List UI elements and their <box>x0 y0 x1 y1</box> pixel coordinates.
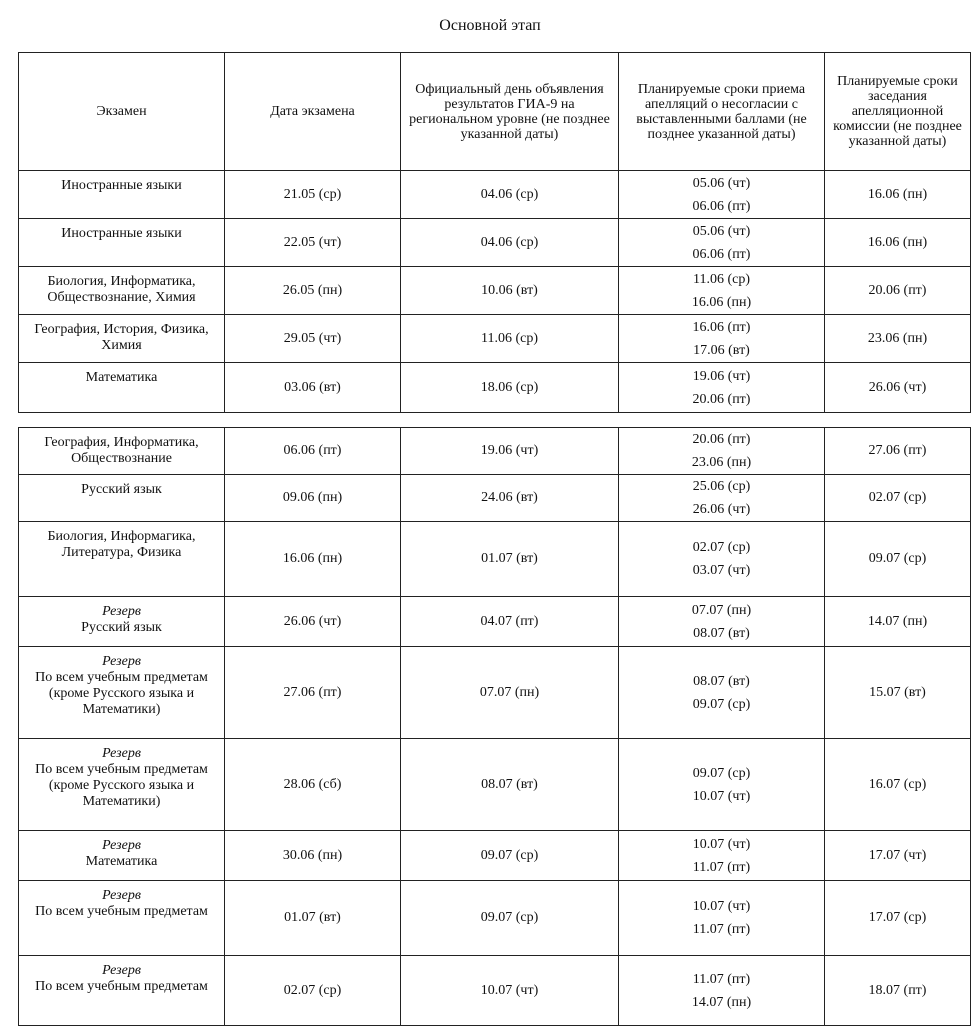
appeal-dates <box>619 522 825 597</box>
commission-date: 16.06 (пн) <box>825 171 971 219</box>
table-row <box>19 171 971 219</box>
header-results-day: Официальный день объявления результатов ГИА-9 на региональном уровне (не позднее указанной даты) <box>401 53 619 171</box>
appeal-dates <box>619 597 825 647</box>
appeal-date-2: 20.06 (пт) <box>692 391 751 407</box>
exam-subjects: По всем учебным предметам <box>35 979 208 994</box>
appeal-date-2: 03.07 (чт) <box>692 563 751 578</box>
exam-cell <box>19 219 225 267</box>
table-row <box>19 831 971 881</box>
appeal-date-1: 11.06 (ср) <box>692 271 751 287</box>
exam-date: 28.06 (сб) <box>225 739 401 831</box>
commission-date: 17.07 (ср) <box>825 881 971 956</box>
exam-date: 27.06 (пт) <box>225 647 401 739</box>
commission-date: 02.07 (ср) <box>825 475 971 522</box>
table-row <box>19 475 971 522</box>
appeal-date-2: 09.07 (ср) <box>692 696 751 712</box>
exam-subjects: География, Информатика, Обществознание <box>44 435 199 466</box>
table-row <box>19 428 971 475</box>
appeal-date-1: 05.06 (чт) <box>692 175 751 191</box>
exam-cell <box>19 315 225 363</box>
exam-subjects: По всем учебным предметам <box>35 904 208 919</box>
appeal-date-2: 26.06 (чт) <box>692 502 751 517</box>
exam-cell <box>19 881 225 956</box>
exam-subjects: Математика <box>85 854 158 869</box>
page-title: Основной этап <box>439 17 541 34</box>
table-row <box>19 647 971 739</box>
exam-subjects: По всем учебным предметам (кроме Русского языка и Математики) <box>35 762 208 809</box>
exam-subjects: Русский язык <box>81 482 162 497</box>
reserve-label: Резерв <box>102 746 141 761</box>
exam-cell <box>19 171 225 219</box>
exam-date: 29.05 (чт) <box>225 315 401 363</box>
exam-cell <box>19 267 225 315</box>
exam-date: 26.05 (пн) <box>225 267 401 315</box>
results-date: 11.06 (ср) <box>401 315 619 363</box>
schedule-table-continued <box>18 427 971 1026</box>
commission-date: 20.06 (пт) <box>825 267 971 315</box>
results-date: 08.07 (вт) <box>401 739 619 831</box>
exam-date: 21.05 (ср) <box>225 171 401 219</box>
reserve-label: Резерв <box>102 888 141 903</box>
exam-cell <box>19 363 225 413</box>
appeal-dates <box>619 219 825 267</box>
appeal-date-2: 06.06 (пт) <box>692 198 751 214</box>
exam-date: 09.06 (пн) <box>225 475 401 522</box>
results-date: 10.07 (чт) <box>401 956 619 1026</box>
appeal-dates <box>619 831 825 881</box>
commission-date: 14.07 (пн) <box>825 597 971 647</box>
exam-cell <box>19 647 225 739</box>
appeal-date-1: 10.07 (чт) <box>692 899 751 914</box>
results-date: 04.07 (пт) <box>401 597 619 647</box>
commission-date: 09.07 (ср) <box>825 522 971 597</box>
results-date: 01.07 (вт) <box>401 522 619 597</box>
appeal-dates <box>619 881 825 956</box>
results-date: 09.07 (ср) <box>401 831 619 881</box>
appeal-dates <box>619 475 825 522</box>
appeal-date-2: 11.07 (пт) <box>692 922 751 937</box>
commission-date: 16.06 (пн) <box>825 219 971 267</box>
exam-date: 22.05 (чт) <box>225 219 401 267</box>
reserve-label: Резерв <box>102 963 141 978</box>
appeal-dates <box>619 267 825 315</box>
exam-date: 01.07 (вт) <box>225 881 401 956</box>
results-date: 04.06 (ср) <box>401 171 619 219</box>
results-date: 18.06 (ср) <box>401 363 619 413</box>
appeal-date-1: 20.06 (пт) <box>692 432 751 447</box>
exam-cell <box>19 831 225 881</box>
appeal-date-1: 05.06 (чт) <box>692 223 751 239</box>
exam-date: 16.06 (пн) <box>225 522 401 597</box>
results-date: 04.06 (ср) <box>401 219 619 267</box>
header-appeal-dates: Планируемые сроки приема апелляций о несогласии с выставленными баллами (не позднее указанной даты) <box>619 53 825 171</box>
appeal-date-1: 16.06 (пт) <box>692 319 751 335</box>
results-date: 19.06 (чт) <box>401 428 619 475</box>
commission-date: 15.07 (вт) <box>825 647 971 739</box>
table-header-row <box>19 53 971 171</box>
exam-date: 30.06 (пн) <box>225 831 401 881</box>
appeal-dates <box>619 739 825 831</box>
exam-date: 26.06 (чт) <box>225 597 401 647</box>
appeal-date-2: 08.07 (вт) <box>693 625 750 641</box>
table-row <box>19 219 971 267</box>
table-row <box>19 522 971 597</box>
reserve-label: Резерв <box>102 604 141 619</box>
results-date: 07.07 (пн) <box>401 647 619 739</box>
table-row <box>19 597 971 647</box>
appeal-dates <box>619 363 825 413</box>
exam-subjects: Русский язык <box>81 620 162 635</box>
reserve-label: Резерв <box>102 654 141 669</box>
commission-date: 18.07 (пт) <box>825 956 971 1026</box>
exam-cell <box>19 428 225 475</box>
appeal-date-1: 09.07 (ср) <box>692 765 751 781</box>
appeal-date-2: 10.07 (чт) <box>692 788 751 804</box>
results-date: 09.07 (ср) <box>401 881 619 956</box>
exam-cell <box>19 475 225 522</box>
appeal-date-1: 08.07 (вт) <box>693 673 750 689</box>
results-date: 10.06 (вт) <box>401 267 619 315</box>
appeal-date-1: 19.06 (чт) <box>692 368 751 384</box>
appeal-date-1: 07.07 (пн) <box>691 602 752 618</box>
exam-subjects: Математика <box>85 370 158 385</box>
table-row <box>19 881 971 956</box>
header-exam-date: Дата экзамена <box>225 53 401 171</box>
appeal-date-2: 11.07 (пт) <box>692 859 751 875</box>
exam-subjects: Иностранные языки <box>61 226 182 241</box>
appeal-date-2: 06.06 (пт) <box>692 246 751 262</box>
header-commission-dates: Планируемые сроки заседания апелляционной комиссии (не позднее указанной даты) <box>825 53 971 171</box>
appeal-date-2: 23.06 (пн) <box>691 455 752 470</box>
header-exam: Экзамен <box>19 53 225 171</box>
exam-date: 06.06 (пт) <box>225 428 401 475</box>
table-row <box>19 739 971 831</box>
commission-date: 27.06 (пт) <box>825 428 971 475</box>
exam-date: 03.06 (вт) <box>225 363 401 413</box>
exam-subjects: Биология, Информагика, Литература, Физика <box>47 529 196 560</box>
table-row <box>19 363 971 413</box>
exam-subjects: Иностранные языки <box>61 178 182 193</box>
table-row <box>19 956 971 1026</box>
appeal-dates <box>619 315 825 363</box>
appeal-date-1: 11.07 (пт) <box>692 971 751 987</box>
exam-cell <box>19 956 225 1026</box>
appeal-date-2: 14.07 (пн) <box>691 994 752 1010</box>
table-row <box>19 315 971 363</box>
appeal-date-1: 10.07 (чт) <box>692 836 751 852</box>
table-row <box>19 267 971 315</box>
commission-date: 17.07 (чт) <box>825 831 971 881</box>
exam-subjects: Биология, Информатика, Обществознание, Химия <box>47 274 196 305</box>
appeal-dates <box>619 956 825 1026</box>
exam-cell <box>19 597 225 647</box>
appeal-date-1: 25.06 (ср) <box>692 479 751 494</box>
exam-cell <box>19 739 225 831</box>
exam-cell <box>19 522 225 597</box>
appeal-date-2: 16.06 (пн) <box>691 294 752 310</box>
appeal-date-1: 02.07 (ср) <box>692 540 751 555</box>
exam-subjects: По всем учебным предметам (кроме Русского языка и Математики) <box>35 670 208 717</box>
appeal-date-2: 17.06 (вт) <box>693 342 750 358</box>
commission-date: 23.06 (пн) <box>825 315 971 363</box>
appeal-dates <box>619 428 825 475</box>
exam-subjects: География, История, Физика, Химия <box>34 322 209 353</box>
appeal-dates <box>619 171 825 219</box>
schedule-table-main <box>18 52 971 413</box>
results-date: 24.06 (вт) <box>401 475 619 522</box>
reserve-label: Резерв <box>102 838 141 853</box>
appeal-dates <box>619 647 825 739</box>
commission-date: 16.07 (ср) <box>825 739 971 831</box>
exam-date: 02.07 (ср) <box>225 956 401 1026</box>
commission-date: 26.06 (чт) <box>825 363 971 413</box>
